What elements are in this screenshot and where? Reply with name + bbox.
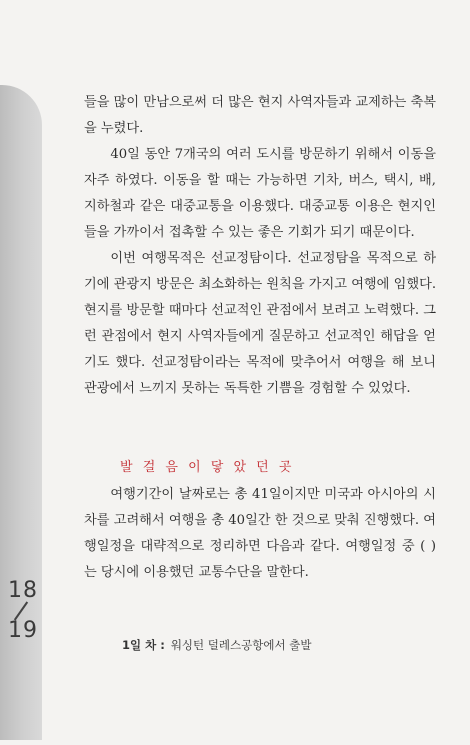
itinerary-day-text: 워싱턴 덜레스공항에서 출발	[170, 638, 312, 652]
paragraph-purpose: 이번 여행목적은 선교정탐이다. 선교정탐을 목적으로 하기에 관광지 방문은 최소화하는 원칙을 가지고 여행에 임했다. 현지를 방문할 때마다 선교적인 관점에서 보려고 노력했다. 그런 관점에서 현지 사역자들에게 질문하고 선교적인 해답을 얻기도 했다. 선교정탐이라는 목적에 맞추어서 여행을 해 보니 관광에서 느끼지 못하는 독특한 기쁨을 경험할 수 있었다.	[84, 251, 437, 396]
itinerary-day-line	[122, 637, 311, 653]
page-number-left: 18	[8, 578, 38, 603]
page-number-right: 19	[8, 618, 38, 643]
section-heading: 발 걸 음 이 닿 았 던 곳	[120, 460, 295, 475]
paragraph-schedule: 여행기간이 날짜로는 총 41일이지만 미국과 아시아의 시차를 고려해서 여행을 총 40일간 한 것으로 맞춰 진행했다. 여행일정을 대략적으로 정리하면 다음과 같다. 여행일정 중 ( )는 당시에 이용했던 교통수단을 말한다.	[84, 487, 436, 580]
body-text-top	[84, 90, 436, 402]
paragraph-continuation: 들을 많이 만남으로써 더 많은 현지 사역자들과 교제하는 축복을 누렸다.	[84, 95, 437, 136]
body-text-bottom	[84, 482, 436, 586]
paragraph-transport: 40일 동안 7개국의 여러 도시를 방문하기 위해서 이동을 자주 하였다. 이동을 할 때는 가능하면 기차, 버스, 택시, 배, 지하철과 같은 대중교통을 이용했다. 대중교통 이용은 현지인들을 가까이서 접촉할 수 있는 좋은 기회가 되기 때문이다.	[84, 147, 436, 240]
itinerary-day-label: 1일 차 :	[122, 638, 165, 652]
